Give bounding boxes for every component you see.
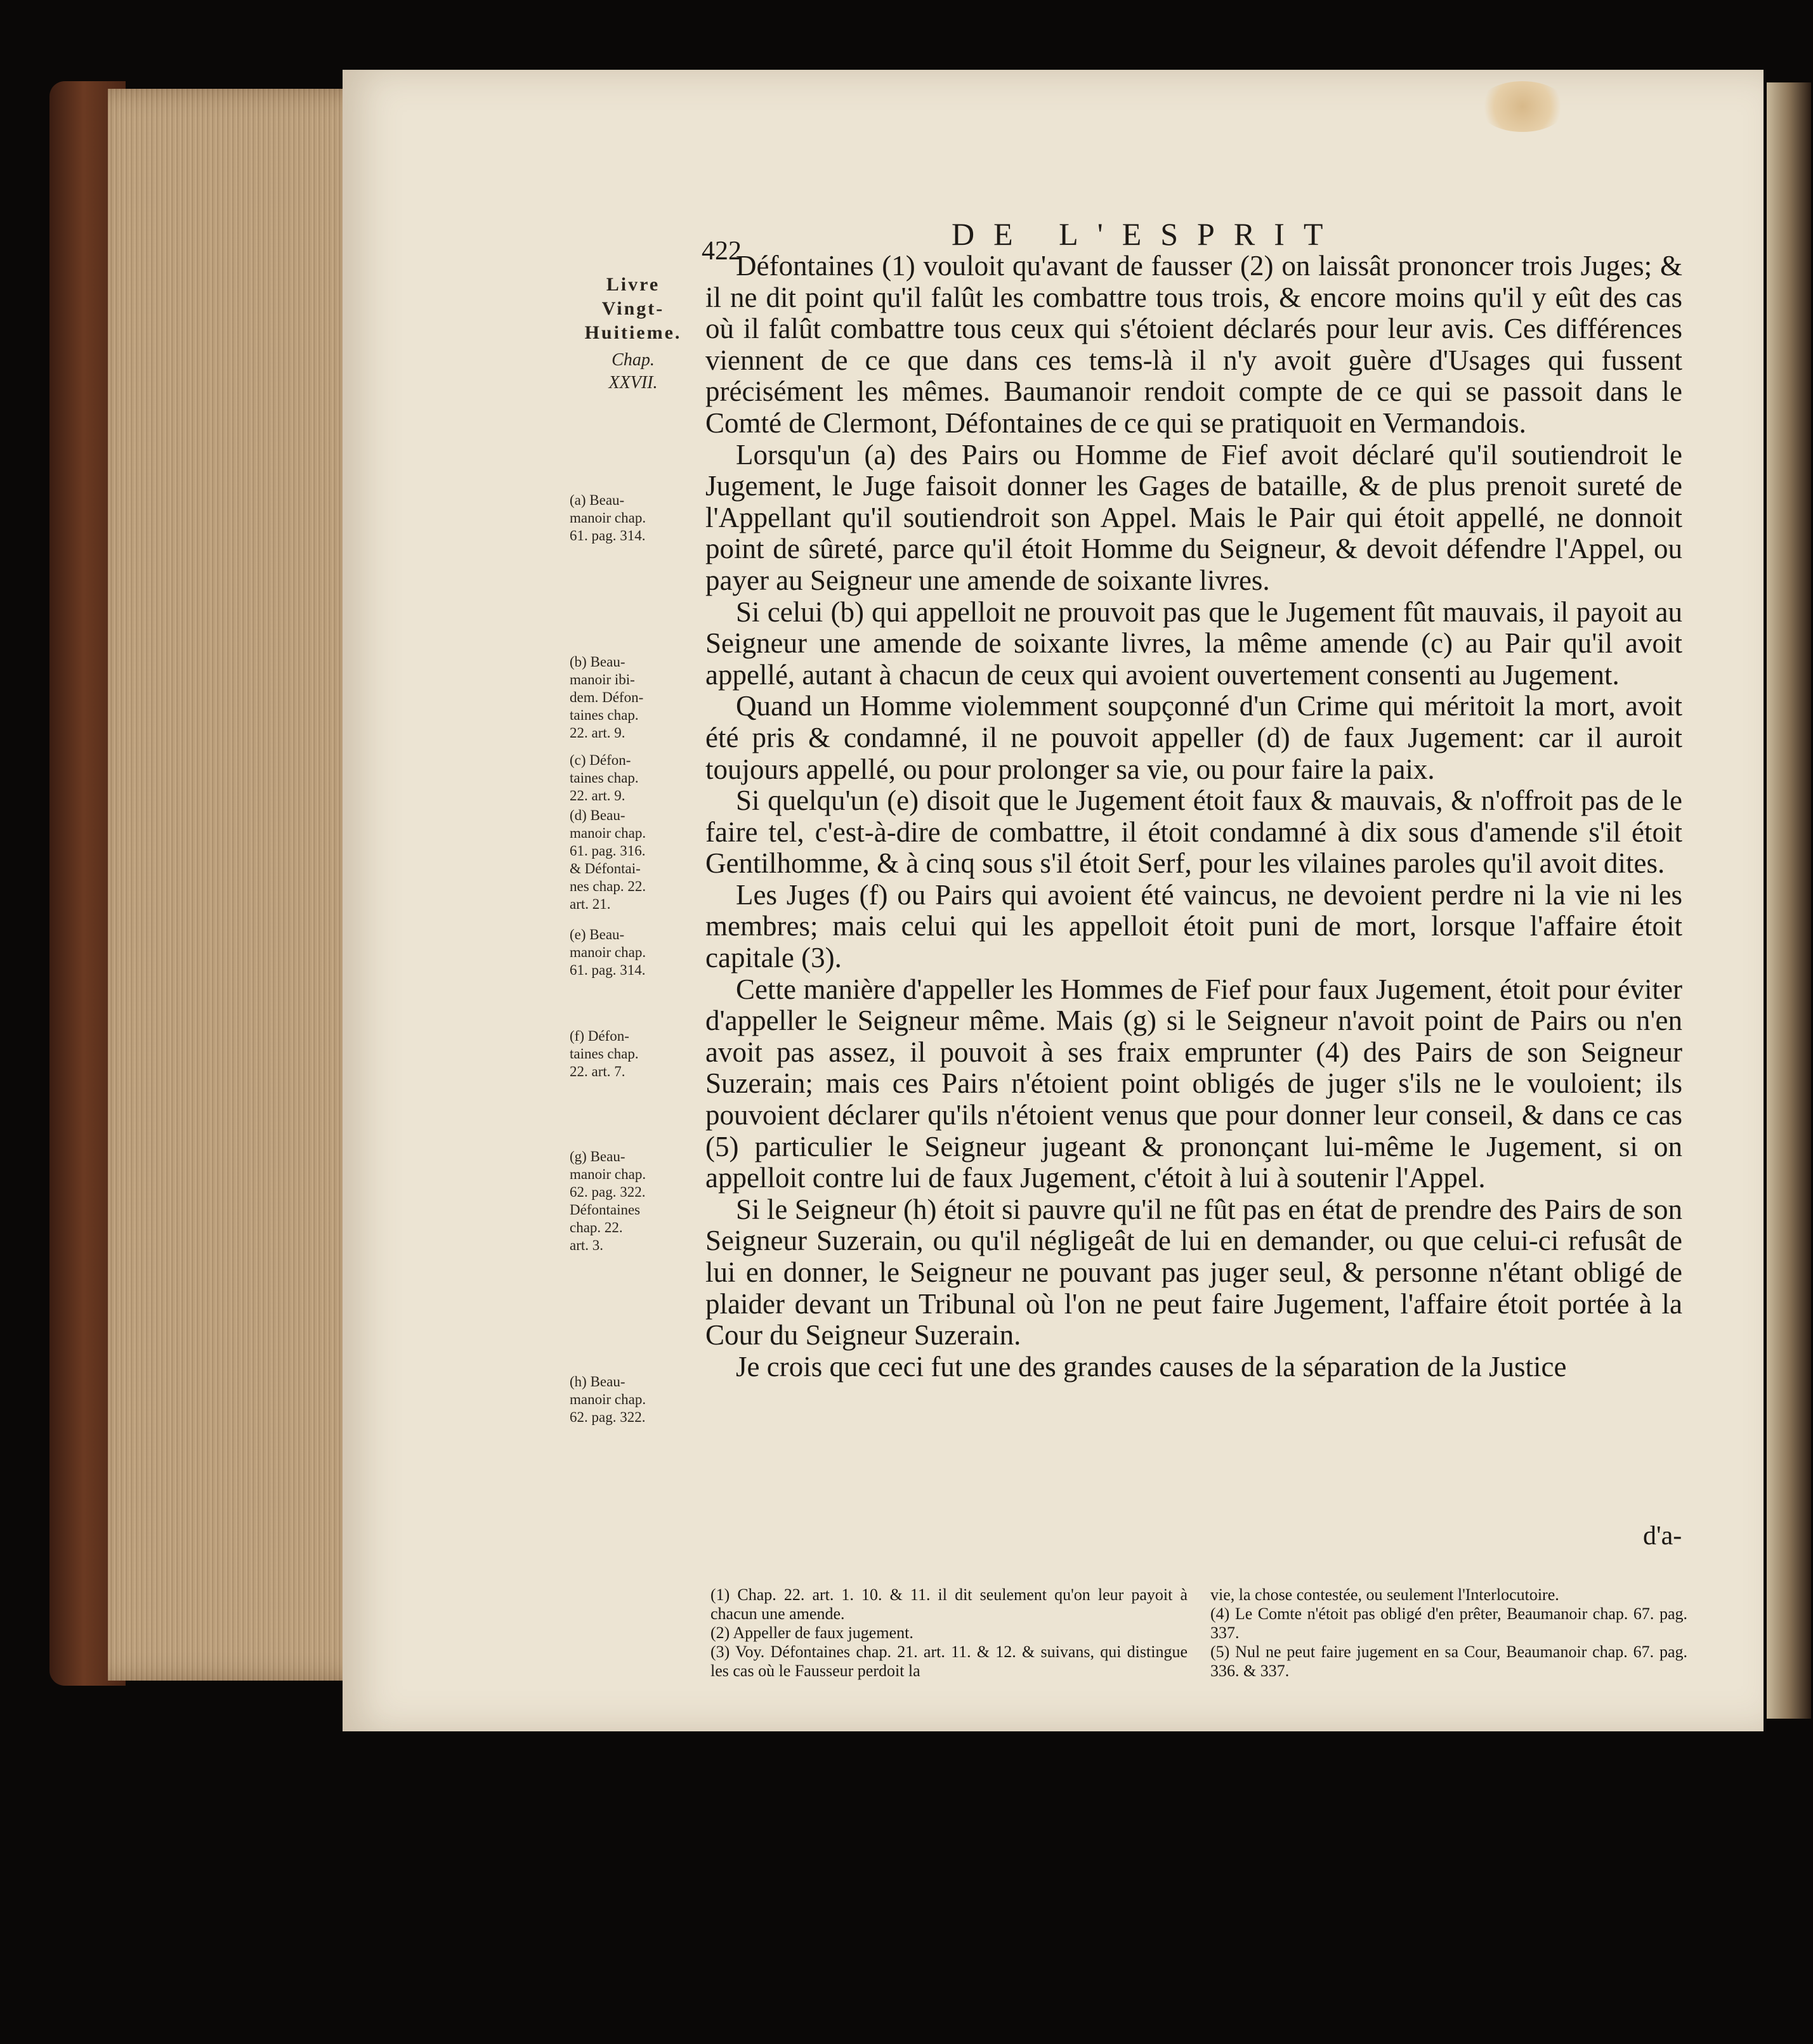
paragraph: Les Juges (f) ou Pairs qui avoient été vaincus, ne devoient perdre ni la vie ni les membres; mais celui qui les appelloit étoit puni de mort, lorsque l'affaire étoit capitale (3). xyxy=(705,878,1682,974)
footnote: (1) Chap. 22. art. 1. 10. & 11. il dit seulement qu'on leur payoit à chacun une amende. xyxy=(710,1585,1188,1623)
margin-note-a: (a) Beau- manoir chap. 61. pag. 314. xyxy=(570,492,646,544)
margin-column xyxy=(570,273,697,1425)
paragraph: Si quelqu'un (e) disoit que le Jugement étoit faux & mauvais, & n'offroit pas de le faire tel, c'est-à-dire de combattre, il étoit condamné à dix sous d'amende s'il étoit Gentilhomme, & à cinq sous s'il étoit Serf, pour les vilaines paroles qu'il avoit dites. xyxy=(705,784,1682,880)
paragraph: Quand un Homme violemment soupçonné d'un Crime qui méritoit la mort, avoit été pris & condamné, il ne pouvoit appeller (d) de faux Jugement: car il auroit toujours appellé, ou pour prolonger sa vie, ou pour faire la paix. xyxy=(705,690,1682,785)
footnote: vie, la chose contestée, ou seulement l'Interlocutoire. xyxy=(1210,1585,1559,1604)
margin-book-label xyxy=(570,273,697,345)
footnote: (5) Nul ne peut faire jugement en sa Cour, Beaumanoir chap. 67. pag. 336. & 337. xyxy=(1210,1643,1687,1680)
main-text xyxy=(705,251,1682,1383)
paragraph: Défontaines (1) vouloit qu'avant de fausser (2) on laissât prononcer trois Juges; & il ne dit point qu'il falût les combattre tous trois, & encore moins qu'il y eût des cas où il falût combattre tous ceux qui s'étoient déclarés pour leur avis. Ces différences viennent de ce que dans ces tems-là il n'y avoit guère d'Usages qui fussent précisément les mêmes. Baumanoir rendoit compte de ce qui se passoit dans le Comté de Clermont, Défontaines de ce qui se pratiquoit en Vermandois. xyxy=(705,250,1682,439)
margin-chap-number: XXVII. xyxy=(608,373,658,393)
footnote: (3) Voy. Défontaines chap. 21. art. 11. & 12. & suivans, qui distingue les cas où le Fausseur perdoit la xyxy=(710,1643,1188,1680)
footnotes xyxy=(710,1585,1687,1681)
margin-note-f: (f) Défon- taines chap. 22. art. 7. xyxy=(570,1028,639,1079)
paragraph: Je crois que ceci fut une des grandes causes de la séparation de la Justice xyxy=(736,1350,1567,1383)
margin-book-line: Huitieme. xyxy=(584,322,682,343)
margin-note-h: (h) Beau- manoir chap. 62. pag. 322. xyxy=(570,1374,646,1425)
page-number: 422 xyxy=(702,237,742,266)
facing-page-edge xyxy=(1767,82,1811,1719)
paragraph: Si le Seigneur (h) étoit si pauvre qu'il ne fût pas en état de prendre des Pairs de son Seigneur Suzerain, ou qu'il négligeât de lui en demander, ou que celui-ci refusât de lui en donner, le Seigneur ne pouvant pas juger seul, & personne n'étant obligé de plaider devant un Tribunal où l'on ne peut faire Jugement, l'affaire étoit portée à la Cour du Seigneur Suzerain. xyxy=(705,1193,1682,1351)
paper-stain xyxy=(1478,81,1567,132)
page-block-edge xyxy=(108,89,374,1681)
catchword: d'a- xyxy=(1643,1521,1682,1551)
footnote: (4) Le Comte n'étoit pas obligé d'en prêter, Beaumanoir chap. 67. pag. 337. xyxy=(1210,1605,1687,1642)
margin-note-d: (d) Beau- manoir chap. 61. pag. 316. & Défontai- nes chap. 22. art. 21. xyxy=(570,807,646,912)
margin-note-c: (c) Défon- taines chap. 22. art. 9. xyxy=(570,752,639,804)
footnote: (2) Appeller de faux jugement. xyxy=(710,1624,913,1642)
paragraph: Si celui (b) qui appelloit ne prouvoit pas que le Jugement fût mauvais, il payoit au Seigneur une amende de soixante livres, la même amende (c) au Pair qu'il avoit appellé, autant à chacun de ceux qui avoient ouvertement consenti au Jugement. xyxy=(705,596,1682,691)
margin-book-line: Livre xyxy=(606,274,660,295)
paragraph: Lorsqu'un (a) des Pairs ou Homme de Fief avoit déclaré qu'il soutiendroit le Jugement, le Juge faisoit donner les Gages de bataille, & de plus prenoit sureté de l'Appellant qu'il soutiendroit son Appel. Mais le Pair qui étoit appellé, ne donnoit point de sûreté, parce qu'il étoit Homme du Seigneur, & devoit défendre l'Appel, ou payer au Seigneur une amende de soixante livres. xyxy=(705,438,1682,596)
margin-chapter xyxy=(570,349,697,394)
running-head: DE L'ESPRIT xyxy=(952,216,1342,252)
margin-chap-label: Chap. xyxy=(612,350,655,370)
margin-book-line: Vingt- xyxy=(601,298,665,319)
paragraph: Cette manière d'appeller les Hommes de Fief pour faux Jugement, étoit pour éviter d'appeller le Seigneur même. Mais (g) si le Seigneur n'avoit point de Pairs ou n'en avoit pas assez, il pouvoit à ses fraix emprunter (4) des Pairs de son Seigneur Suzerain; mais ces Pairs n'étoient point obligés de juger s'ils ne le vouloient; ils pouvoient déclarer qu'ils n'étoient venus que pour donner leur conseil, & dans ce cas (5) particulier le Seigneur jugeant & prononçant lui-même le Jugement, si on appelloit contre lui de faux Jugement, c'étoit à lui à soutenir l'Appel. xyxy=(705,973,1682,1194)
margin-note-e: (e) Beau- manoir chap. 61. pag. 314. xyxy=(570,927,646,978)
margin-note-b: (b) Beau- manoir ibi- dem. Défon- taines chap. 22. art. 9. xyxy=(570,654,644,741)
footnote-column-left xyxy=(710,1585,1188,1681)
footnote-column-right xyxy=(1210,1585,1687,1681)
margin-note-g: (g) Beau- manoir chap. 62. pag. 322. Défontaines chap. 22. art. 3. xyxy=(570,1149,646,1253)
